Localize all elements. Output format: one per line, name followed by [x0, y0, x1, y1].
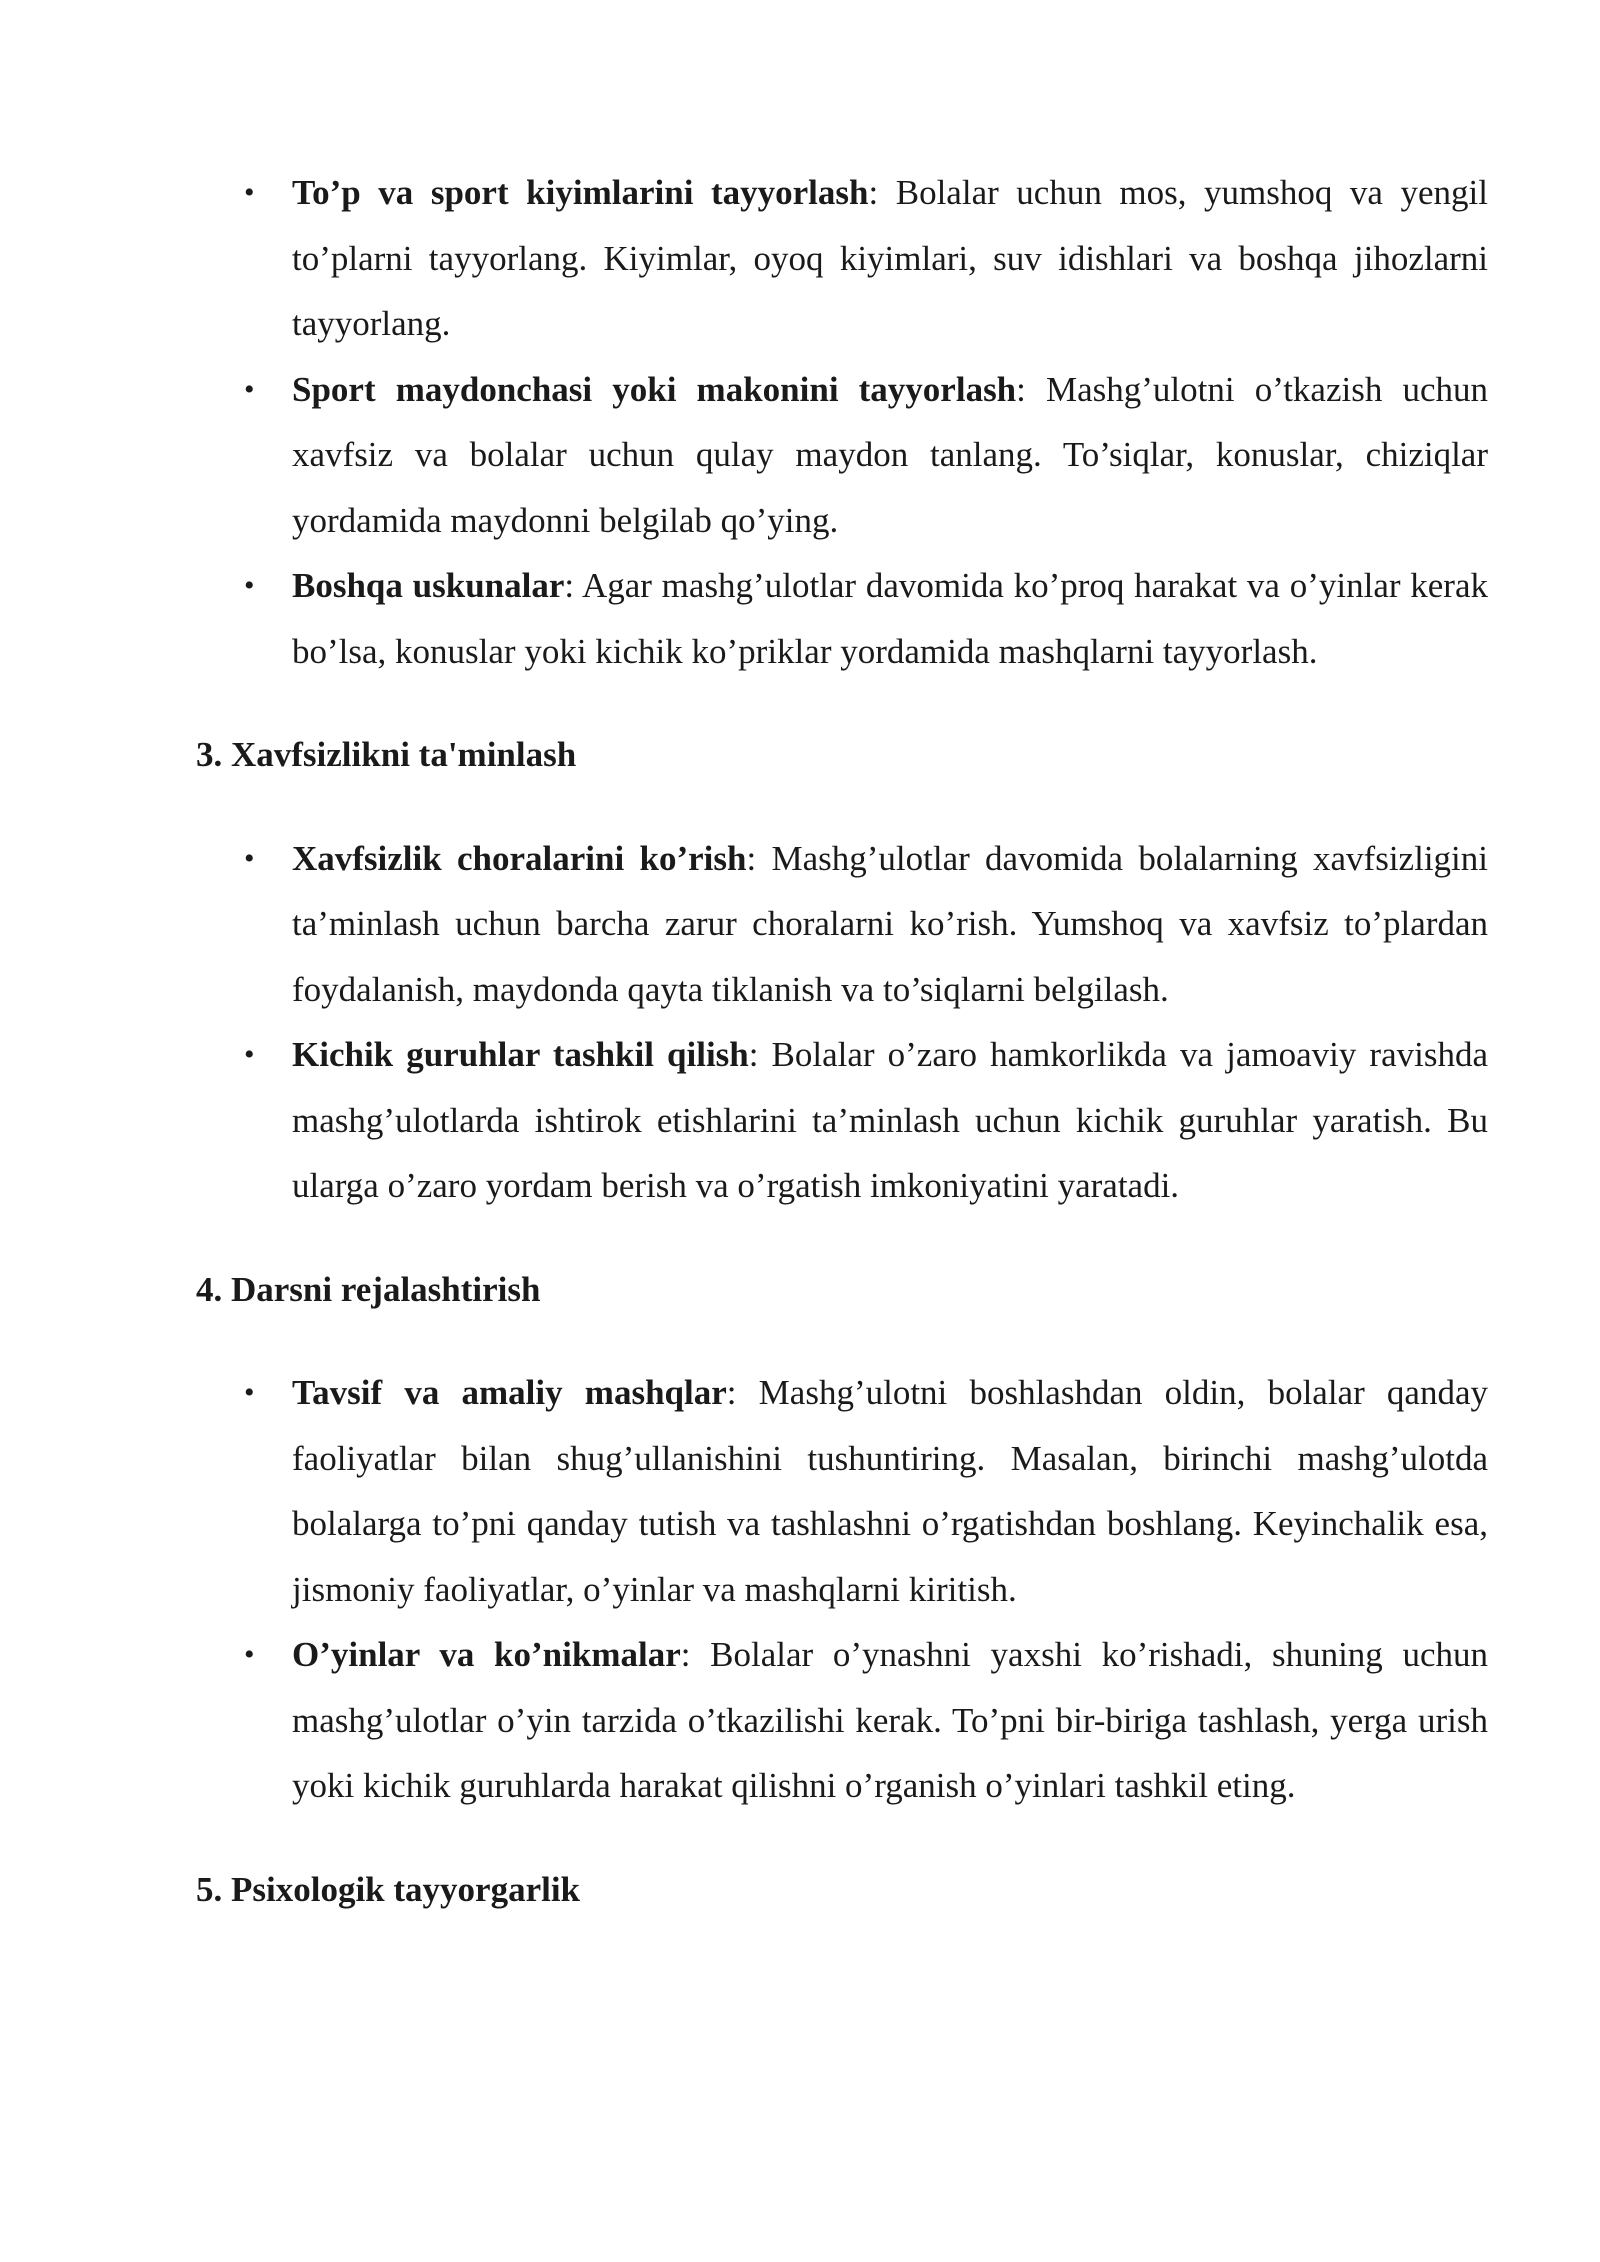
item-text: : Bolalar o’zaro hamkorlikda va jamoaviy ravishda mashg’ulotlarda ishtirok etishlarini ta’minlash uchun kichik guruhlar yaratish. Bu ularga o’zaro yordam berish va o’rgatish imkoniyatini yaratadi. — [292, 1035, 1488, 1205]
list-item — [196, 826, 1488, 1023]
item-text: : Agar mashg’ulotlar davomida ko’proq harakat va o’yinlar kerak bo’lsa, konuslar yoki kichik ko’priklar yordamida mashqlarni tayyorlash. — [292, 566, 1488, 671]
item-term: Xavfsizlik choralarini ko’rish — [292, 838, 747, 878]
item-term: Sport maydonchasi yoki makonini tayyorlash — [292, 369, 1017, 409]
bullet-icon: • — [244, 1638, 255, 1671]
item-text: : Mashg’ulotlar davomida bolalarning xavfsizligini ta’minlash uchun barcha zarur choralarni ko’rish. Yumshoq va xavfsiz to’plardan foydalanish, maydonda qayta tiklanish va to’siqlarni belgilash. — [292, 838, 1488, 1009]
item-term: Boshqa uskunalar — [292, 566, 565, 605]
list-item — [196, 1622, 1488, 1819]
item-term: Tavsif va amaliy mashqlar — [292, 1373, 727, 1412]
item-text: : Mashg’ulotni boshlashdan oldin, bolalar qanday faoliyatlar bilan shug’ullanishini tushuntiring. Masalan, birinchi mashg’ulotda bolalarga to’pni qanday tutish va tashlashni o’rgatishdan boshlang. Keyinchalik esa, jismoniy faoliyatlar, o’yinlar va mashqlarni kiritish. — [292, 1373, 1488, 1609]
section-heading: 4. Darsni rejalashtirish — [196, 1269, 541, 1309]
list-item — [196, 160, 1488, 357]
bullet-list-section-2 — [196, 160, 1488, 684]
section-heading: 5. Psixologik tayyorgarlik — [196, 1869, 581, 1909]
list-item — [196, 357, 1488, 554]
bullet-icon: • — [244, 372, 255, 406]
bullet-icon: • — [244, 569, 255, 602]
item-term: To’p va sport kiyimlarini tayyorlash — [292, 173, 869, 212]
item-text: : Bolalar uchun mos, yumshoq va yengil to’plarni tayyorlang. Kiyimlar, oyoq kiyimlari, suv idishlari va boshqa jihozlarni tayyorlang. — [292, 173, 1488, 343]
bullet-list-section-4 — [196, 1360, 1488, 1819]
item-term: O’yinlar va ko’nikmalar — [292, 1635, 681, 1674]
bullet-icon: • — [244, 841, 255, 875]
list-item — [196, 1022, 1488, 1219]
item-text: : Mashg’ulotni o’tkazish uchun xavfsiz va bolalar uchun qulay maydon tanlang. To’siqlar, konuslar, chiziqlar yordamida maydonni belgilab qo’ying. — [292, 369, 1488, 540]
section-heading: 3. Xavfsizlikni ta'minlash — [196, 735, 577, 774]
bullet-icon: • — [244, 1038, 255, 1071]
item-text: : Bolalar o’ynashni yaxshi ko’rishadi, shuning uchun mashg’ulotlar o’yin tarzida o’tkazilishi kerak. To’pni bir-biriga tashlash, yerga urish yoki kichik guruhlarda harakat qilishni o’rganish o’yinlari tashkil eting. — [292, 1635, 1489, 1805]
item-term: Kichik guruhlar tashkil qilish — [292, 1035, 749, 1074]
bullet-icon: • — [244, 1376, 255, 1409]
list-item — [196, 553, 1488, 684]
list-item — [196, 1360, 1488, 1622]
bullet-icon: • — [244, 176, 255, 209]
bullet-list-section-3 — [196, 826, 1488, 1219]
